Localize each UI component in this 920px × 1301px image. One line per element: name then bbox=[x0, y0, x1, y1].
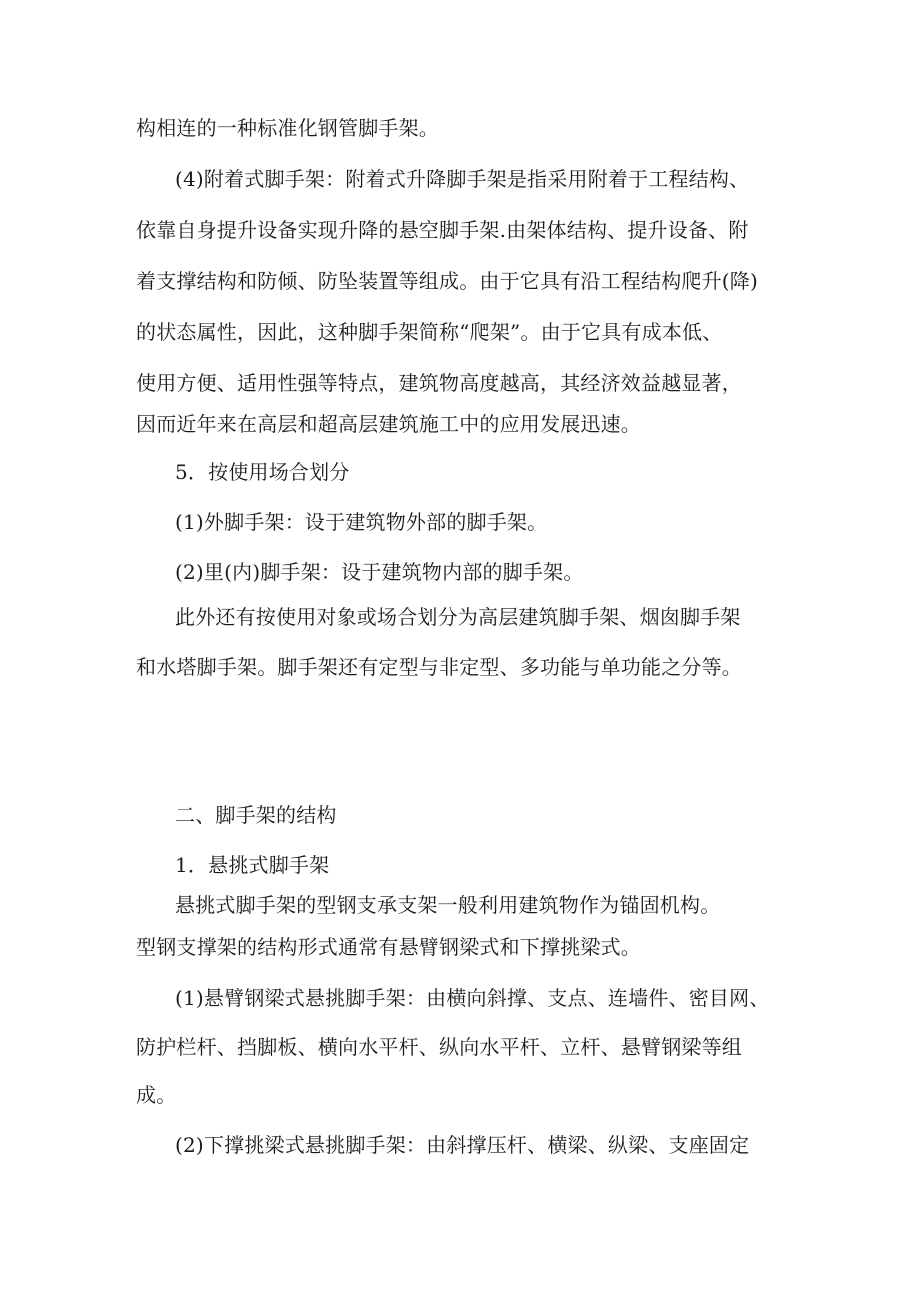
paragraph-line: (1)外脚手架：设于建筑物外部的脚手架。 bbox=[175, 510, 548, 534]
paragraph-line: 防护栏杆、挡脚板、横向水平杆、纵向水平杆、立杆、悬臂钢梁等组 bbox=[136, 1035, 742, 1059]
paragraph-line: (2)里(内)脚手架：设于建筑物内部的脚手架。 bbox=[175, 560, 584, 584]
paragraph-line: 使用方便、适用性强等特点，建筑物高度越高，其经济效益越显著， bbox=[136, 371, 742, 395]
subsection-heading: 1．悬挑式脚手架 bbox=[175, 853, 330, 877]
subsection-heading: 5．按使用场合划分 bbox=[175, 460, 350, 484]
paragraph-line: 构相连的一种标准化钢管脚手架。 bbox=[136, 116, 439, 140]
paragraph-line: 因而近年来在高层和超高层建筑施工中的应用发展迅速。 bbox=[136, 412, 641, 436]
paragraph-line: (2)下撑挑梁式悬挑脚手架：由斜撑压杆、横梁、纵梁、支座固定 bbox=[175, 1133, 750, 1157]
paragraph-line: 的状态属性，因此，这种脚手架简称“爬架”。由于它具有成本低、 bbox=[136, 320, 723, 344]
section-heading: 二、脚手架的结构 bbox=[175, 803, 337, 827]
paragraph-line: (4)附着式脚手架：附着式升降脚手架是指采用附着于工程结构、 bbox=[175, 167, 750, 191]
paragraph-line: 型钢支撑架的结构形式通常有悬臂钢梁式和下撑挑梁式。 bbox=[136, 935, 641, 959]
paragraph-line: 依靠自身提升设备实现升降的悬空脚手架.由架体结构、提升设备、附 bbox=[136, 218, 749, 242]
paragraph-line: 和水塔脚手架。脚手架还有定型与非定型、多功能与单功能之分等。 bbox=[136, 655, 742, 679]
paragraph-line: (1)悬臂钢梁式悬挑脚手架：由横向斜撑、支点、连墙件、密目网、 bbox=[175, 986, 770, 1010]
paragraph-line: 悬挑式脚手架的型钢支承支架一般利用建筑物作为锚固机构。 bbox=[175, 893, 721, 917]
paragraph-line: 着支撑结构和防倾、防坠装置等组成。由于它具有沿工程结构爬升(降) bbox=[136, 269, 759, 293]
paragraph-line: 成。 bbox=[136, 1083, 177, 1107]
paragraph-line: 此外还有按使用对象或场合划分为高层建筑脚手架、烟囱脚手架 bbox=[175, 605, 741, 629]
